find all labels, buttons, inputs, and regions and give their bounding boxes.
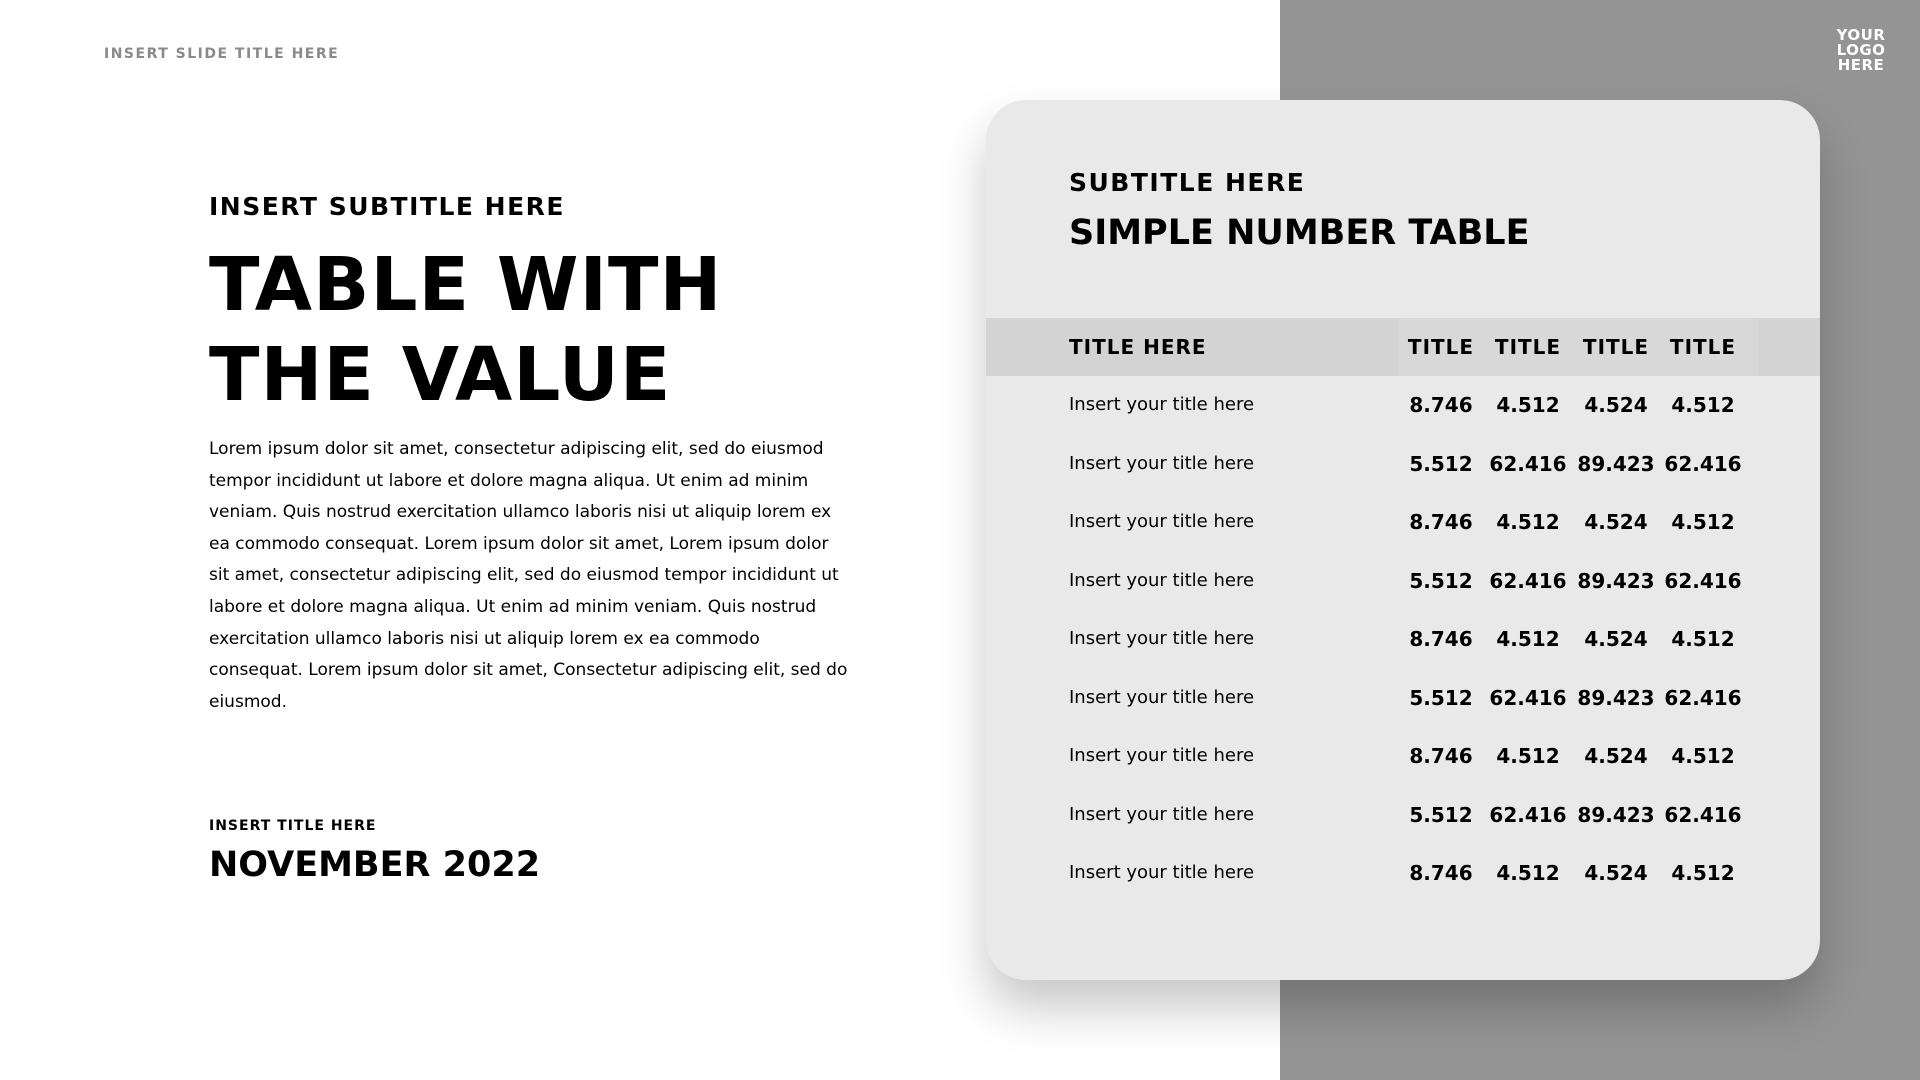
column-header: TITLE (1582, 335, 1650, 359)
table-cell: 89.423 (1577, 568, 1655, 593)
card-subtitle: SUBTITLE HERE (1069, 168, 1306, 197)
column-header: TITLE (1407, 335, 1475, 359)
table-cell: 8.746 (1409, 861, 1473, 885)
table-row (986, 727, 1820, 786)
logo-placeholder (1826, 28, 1896, 73)
table-cell: 5.512 (1409, 685, 1473, 710)
table-body (986, 376, 1820, 903)
table-cell: 4.512 (1496, 861, 1560, 885)
card-title: SIMPLE NUMBER TABLE (1069, 213, 1530, 253)
table-cell: 4.524 (1584, 861, 1648, 885)
table-cell: 4.524 (1584, 510, 1648, 534)
slide-title: INSERT SLIDE TITLE HERE (104, 46, 340, 62)
table-row (986, 610, 1820, 669)
headline-line: THE VALUE (209, 332, 672, 418)
table-cell: 89.423 (1577, 802, 1655, 827)
table-cell: 4.524 (1584, 744, 1648, 768)
table-cell: 4.512 (1671, 627, 1735, 651)
subtitle: INSERT SUBTITLE HERE (209, 192, 566, 221)
column-header: TITLE (1494, 335, 1562, 359)
row-label: Insert your title here (1069, 862, 1255, 883)
date-label: INSERT TITLE HERE (209, 818, 377, 834)
row-label: Insert your title here (1069, 745, 1255, 766)
column-header: TITLE (1669, 335, 1737, 359)
table-row (986, 435, 1820, 494)
table-cell: 5.512 (1409, 802, 1473, 827)
logo-line: LOGO (1836, 41, 1886, 59)
row-label: Insert your title here (1069, 686, 1255, 708)
table-cell: 4.512 (1671, 510, 1735, 534)
table-cell: 8.746 (1409, 393, 1473, 417)
table-row (986, 844, 1820, 903)
logo-line: HERE (1837, 56, 1885, 74)
row-label: Insert your title here (1069, 394, 1255, 415)
table-cell: 8.746 (1409, 510, 1473, 534)
table-cell: 62.416 (1664, 802, 1742, 827)
headline-line: TABLE WITH (209, 242, 723, 328)
row-label: Insert your title here (1069, 569, 1255, 591)
table-cell: 89.423 (1577, 685, 1655, 710)
table-cell: 4.512 (1496, 744, 1560, 768)
table-cell: 4.512 (1496, 627, 1560, 651)
table-cell: 62.416 (1664, 568, 1742, 593)
table-cell: 62.416 (1489, 802, 1567, 827)
table-cell: 8.746 (1409, 744, 1473, 768)
table-cell: 8.746 (1409, 627, 1473, 651)
table-cell: 4.512 (1671, 393, 1735, 417)
table-cell: 4.512 (1671, 861, 1735, 885)
column-header: TITLE HERE (1069, 335, 1207, 359)
table-cell: 4.512 (1496, 510, 1560, 534)
table-cell: 5.512 (1409, 451, 1473, 476)
table-cell: 4.524 (1584, 393, 1648, 417)
row-label: Insert your title here (1069, 452, 1255, 474)
table-cell: 4.512 (1496, 393, 1560, 417)
row-label: Insert your title here (1069, 628, 1255, 649)
table-row (986, 552, 1820, 611)
table-cell: 89.423 (1577, 451, 1655, 476)
table-header (986, 318, 1820, 376)
body-paragraph: Lorem ipsum dolor sit amet, consectetur adipiscing elit, sed do eiusmod tempor incididunt ut labore et dolore magna aliqua. Ut enim ad minim veniam. Quis nostrud exercitation ullamco laboris nisi ut aliquip lorem ex ea commodo consequat. Lorem ipsum dolor sit amet, Lorem ipsum dolor sit amet, consectetur adipiscing elit, sed do eiusmod tempor incididunt ut labore et dolore magna aliqua. Ut enim ad minim veniam. Quis nostrud exercitation ullamco laboris nisi ut aliquip lorem ex ea commodo consequat. Lorem ipsum dolor sit amet, Consectetur adipiscing elit, sed do eiusmod. (209, 439, 848, 712)
table-cell: 4.512 (1671, 744, 1735, 768)
row-label: Insert your title here (1069, 803, 1255, 825)
table-cell: 62.416 (1664, 685, 1742, 710)
table-row (986, 669, 1820, 728)
table-row (986, 376, 1820, 435)
headline (209, 240, 722, 420)
table-cell: 62.416 (1489, 568, 1567, 593)
table-row (986, 786, 1820, 845)
logo-line: YOUR (1836, 26, 1886, 44)
table-cell: 5.512 (1409, 568, 1473, 593)
table-cell: 62.416 (1664, 451, 1742, 476)
date-value: NOVEMBER 2022 (209, 845, 541, 885)
row-label: Insert your title here (1069, 511, 1255, 532)
table-row (986, 493, 1820, 552)
table-cell: 4.524 (1584, 627, 1648, 651)
table-cell: 62.416 (1489, 451, 1567, 476)
table-cell: 62.416 (1489, 685, 1567, 710)
table-card (986, 100, 1820, 980)
